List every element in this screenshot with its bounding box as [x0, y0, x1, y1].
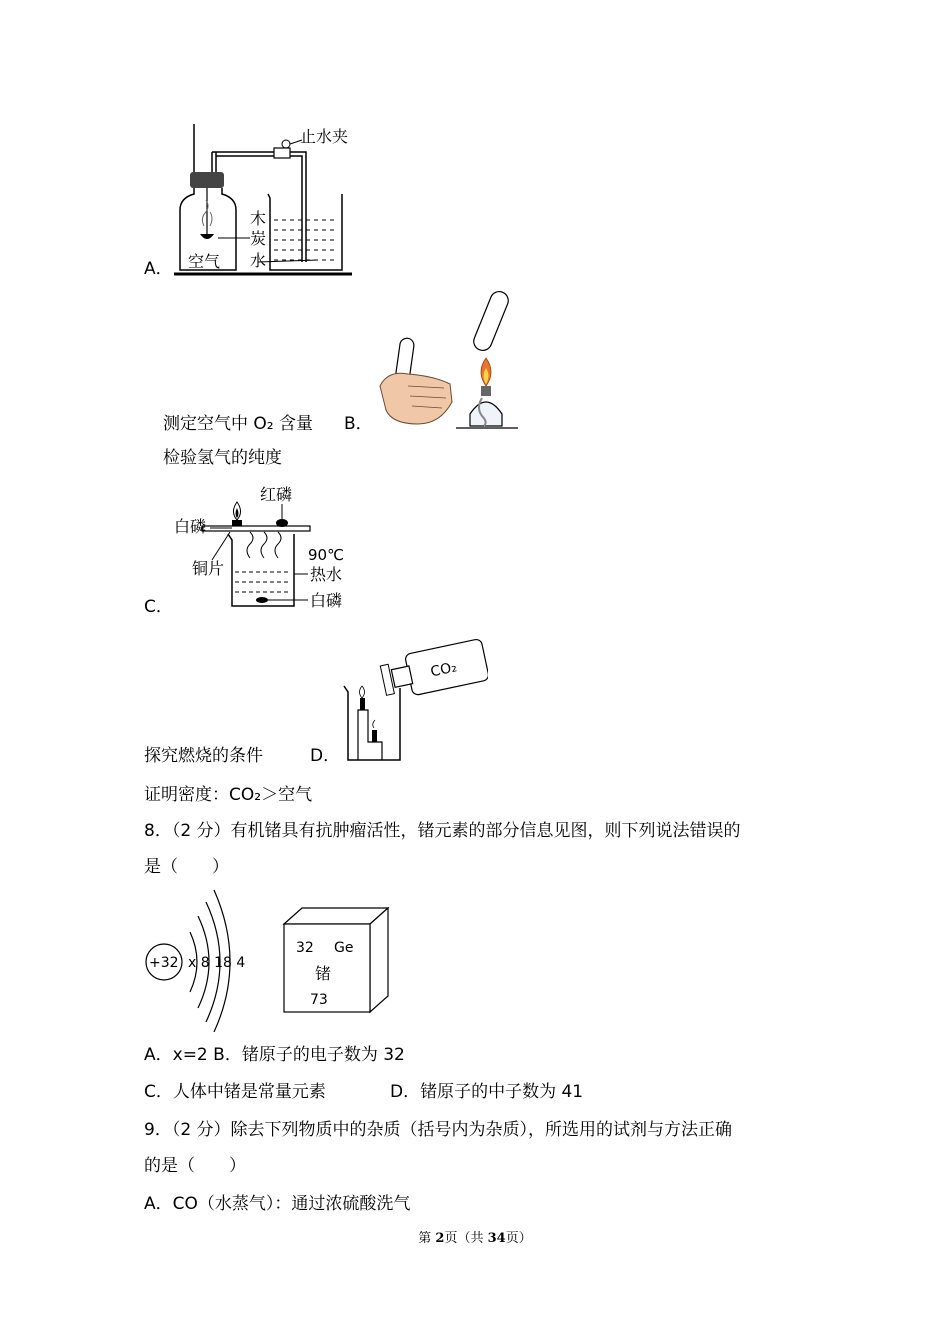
charcoal-label-2: 炭 — [250, 229, 267, 248]
question-8-option-c: C．人体中锗是常量元素 — [144, 1082, 326, 1102]
option-c-caption: 探究燃烧的条件 — [144, 746, 263, 766]
temperature-label: 90℃ — [308, 546, 344, 564]
co2-bottle-label: CO₂ — [429, 659, 459, 681]
option-d-label: D． — [310, 746, 341, 766]
figure-a-oxygen-apparatus — [170, 122, 370, 282]
footer-prefix: 第 — [418, 1231, 436, 1246]
question-8-line-1: 8．（2 分）有机锗具有抗肿瘤活性，锗元素的部分信息见图，则下列说法错误的 — [144, 821, 741, 841]
atomic-mass: 73 — [310, 992, 328, 1008]
question-8-line-2: 是（ ） — [144, 857, 229, 877]
option-c-label: C． — [144, 597, 173, 617]
footer-page-number: 2 — [435, 1231, 445, 1246]
water-label: 水 — [250, 251, 267, 270]
germanium-atom-diagram — [140, 886, 250, 1032]
element-symbol: Ge — [334, 940, 354, 956]
footer-mid: 页（共 — [444, 1231, 488, 1246]
option-b-caption: 检验氢气的纯度 — [163, 448, 282, 468]
option-d-caption: 证明密度：CO₂＞空气 — [144, 785, 313, 805]
option-a-label: A． — [144, 259, 173, 279]
question-9-line-1: 9．（2 分）除去下列物质中的杂质（括号内为杂质），所选用的试剂与方法正确 — [144, 1120, 733, 1140]
question-8-option-d: D．锗原子的中子数为 41 — [390, 1082, 584, 1102]
figure-d-co2-density — [338, 630, 488, 764]
question-8-options-ab: A．x=2 B．锗原子的电子数为 32 — [144, 1045, 405, 1065]
clamp-label: 止水夹 — [300, 127, 349, 146]
element-name: 锗 — [315, 964, 332, 983]
nucleus-charge: +32 — [149, 955, 179, 971]
air-label: 空气 — [188, 252, 221, 271]
figure-c-combustion — [172, 482, 372, 612]
footer-suffix: 页） — [505, 1231, 532, 1246]
page-footer — [0, 1227, 950, 1246]
copper-plate-label: 铜片 — [192, 559, 225, 578]
germanium-element-cell — [282, 906, 394, 1016]
white-phosphorus-top-label: 白磷 — [174, 517, 207, 536]
hot-water-label: 热水 — [310, 565, 343, 584]
atomic-number: 32 — [296, 940, 314, 956]
electron-shells: x 8 18 4 — [188, 955, 246, 971]
figure-b-hydrogen-purity — [378, 290, 528, 430]
question-9-option-a: A．CO（水蒸气）：通过浓硫酸洗气 — [144, 1194, 411, 1214]
footer-total-pages: 34 — [487, 1231, 506, 1246]
white-phosphorus-bottom-label: 白磷 — [310, 591, 343, 610]
charcoal-label-1: 木 — [250, 209, 267, 228]
option-a-caption: 测定空气中 O₂ 含量 — [163, 414, 314, 434]
option-b-label: B． — [344, 414, 373, 434]
red-phosphorus-label: 红磷 — [260, 485, 293, 504]
question-9-line-2: 的是（ ） — [144, 1156, 246, 1176]
